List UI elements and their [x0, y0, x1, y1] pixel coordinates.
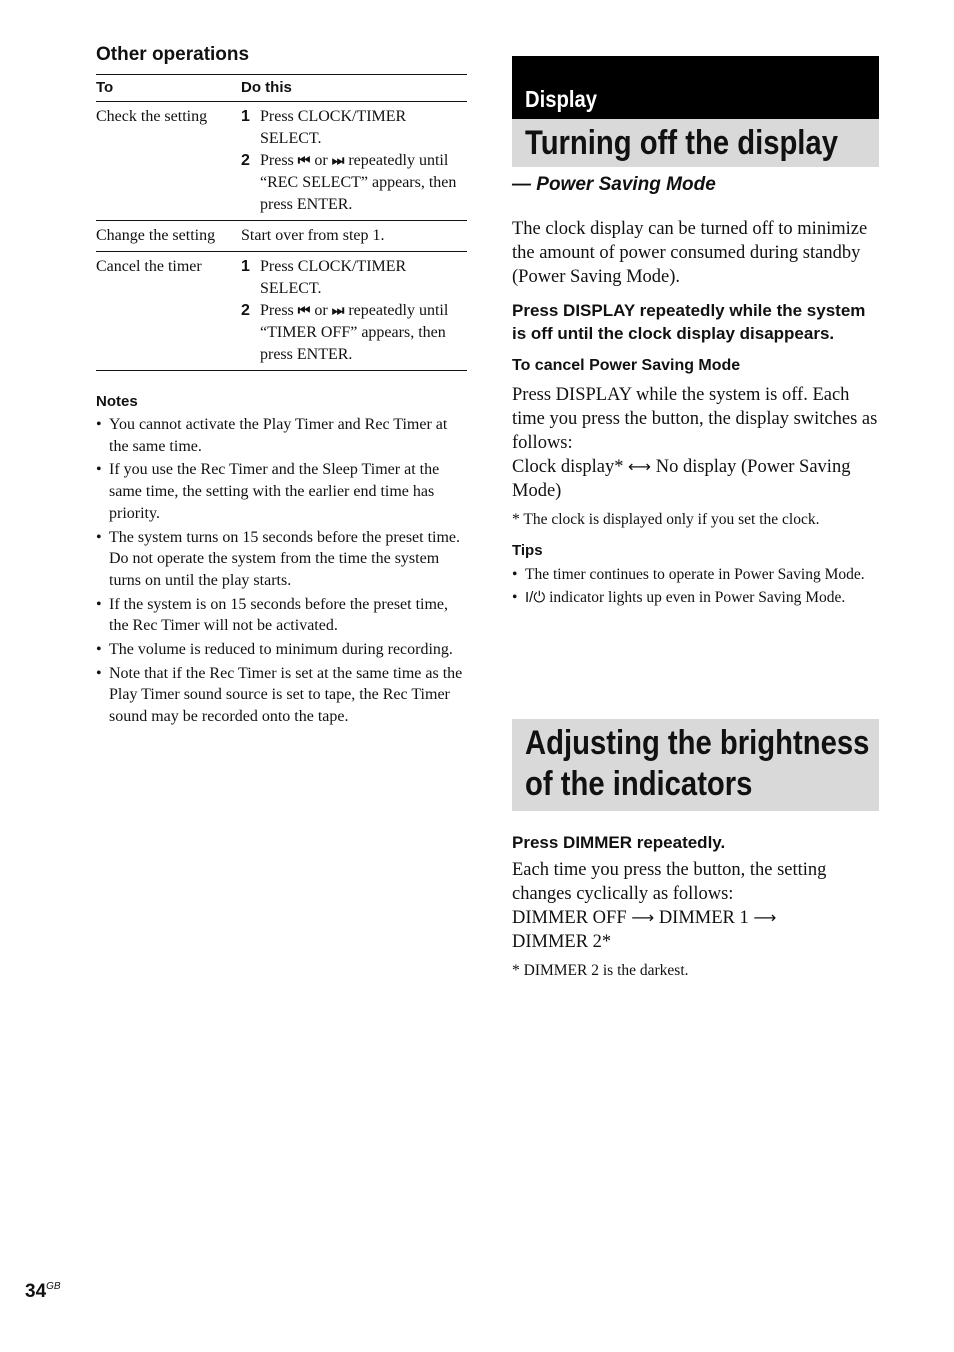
row-do-cell: Start over from step 1. [241, 221, 467, 252]
display-section [512, 56, 879, 610]
table-row [96, 252, 467, 371]
step-number: 2 [241, 302, 250, 319]
table-row [96, 221, 467, 252]
list-item [512, 587, 879, 608]
brightness-section [512, 719, 879, 980]
instruction-text: Press DISPLAY repeatedly while the system is off until the clock display disappears. [512, 301, 866, 343]
step-text-post: repeatedly until “TIMER OFF” appears, then press ENTER. [260, 302, 449, 363]
dimmer-sequence [512, 906, 879, 954]
right-arrow-icon: ⟶ [631, 908, 655, 927]
cancel-text: Press DISPLAY while the system is off. Each time you press the button, the display switches as follows: [512, 385, 878, 453]
tips-title: Tips [512, 542, 543, 559]
operations-table [96, 74, 467, 371]
list-item: • The volume is reduced to minimum during recording. [96, 639, 467, 661]
footnote: * The clock is displayed only if you set the clock. [512, 511, 820, 528]
step-item [241, 300, 467, 366]
list-item: • If you use the Rec Timer and the Sleep Timer at the same time, the setting with the earlier end time has priority. [96, 459, 467, 524]
section-heading-line: of the indicators [525, 765, 753, 803]
dimmer-step: DIMMER OFF [512, 908, 627, 928]
page-number-value: 34 [25, 1281, 47, 1302]
table-header-row [96, 75, 467, 102]
category-label: Display [525, 86, 598, 112]
row-do-cell [241, 252, 467, 371]
step-number: 1 [241, 108, 250, 125]
cycle-from: Clock display* [512, 457, 624, 477]
step-item [241, 106, 467, 150]
step-text-post: repeatedly until “REC SELECT” appears, then press ENTER. [260, 152, 457, 213]
instruction-text: Press DIMMER repeatedly. [512, 833, 726, 852]
step-item [241, 256, 467, 300]
list-item: • Note that if the Rec Timer is set at the same time as the Play Timer sound source is set to tape, the Rec Timer sound may be recorded onto the tape. [96, 663, 467, 728]
notes-title: Notes [96, 393, 138, 410]
dimmer-step: DIMMER 1 [658, 908, 749, 928]
dimmer-step: DIMMER 2* [512, 932, 612, 952]
section-heading-line: Adjusting the brightness [525, 724, 870, 762]
step-text-pre: Press [260, 152, 298, 169]
previous-track-icon: ⏮ [297, 303, 311, 319]
notes-list [96, 414, 467, 728]
page-number-suffix: GB [46, 1281, 61, 1292]
next-track-icon: ⏭ [331, 303, 345, 319]
step-number: 1 [241, 258, 250, 275]
page-number [25, 1281, 61, 1303]
right-arrow-icon: ⟶ [753, 908, 777, 927]
previous-track-icon: ⏮ [297, 153, 311, 169]
list-item: • The timer continues to operate in Power Saving Mode. [512, 564, 879, 585]
cancel-title: To cancel Power Saving Mode [512, 357, 741, 374]
step-text-or: or [310, 152, 332, 169]
list-item: • The system turns on 15 seconds before the preset time. Do not operate the system from the time the system turns on until the play starts. [96, 527, 467, 592]
step-text: Press CLOCK/TIMER SELECT. [260, 108, 407, 147]
footnote: * DIMMER 2 is the darkest. [512, 962, 689, 979]
next-track-icon: ⏭ [331, 153, 345, 169]
row-to-cell: Check the setting [96, 102, 241, 221]
page-title: Turning off the display [525, 124, 838, 162]
step-text [260, 150, 467, 216]
list-item: • If the system is on 15 seconds before the preset time, the Rec Timer will not be activated. [96, 594, 467, 637]
table-row [96, 102, 467, 221]
power-icon: I/⏻ [525, 589, 546, 606]
dimmer-text: Each time you press the button, the setting changes cyclically as follows: [512, 860, 827, 904]
other-operations-section [96, 44, 467, 730]
list-item: • You cannot activate the Play Timer and Rec Timer at the same time. [96, 414, 467, 457]
header-do-this: Do this [241, 75, 467, 102]
cycle-line [512, 455, 879, 503]
step-text: Press CLOCK/TIMER SELECT. [260, 258, 407, 297]
step-item [241, 150, 467, 216]
header-to: To [96, 75, 241, 102]
step-number: 2 [241, 152, 250, 169]
row-to-cell: Cancel the timer [96, 252, 241, 371]
double-arrow-icon: ⟷ [628, 457, 652, 476]
tip-text: indicator lights up even in Power Saving Mode. [549, 589, 846, 606]
row-do-cell [241, 102, 467, 221]
tips-list [512, 564, 879, 608]
subtitle: — Power Saving Mode [512, 174, 716, 195]
heading-box [512, 119, 879, 167]
cycle-to: No display (Power Saving Mode) [512, 457, 851, 501]
step-text-or: or [310, 302, 332, 319]
section-title: Other operations [96, 44, 250, 65]
step-text [260, 300, 467, 366]
category-bar [512, 56, 879, 119]
heading-box [512, 719, 879, 811]
row-to-cell: Change the setting [96, 221, 241, 252]
intro-text: The clock display can be turned off to minimize the amount of power consumed during standby (Power Saving Mode). [512, 219, 868, 287]
step-text-pre: Press [260, 302, 298, 319]
